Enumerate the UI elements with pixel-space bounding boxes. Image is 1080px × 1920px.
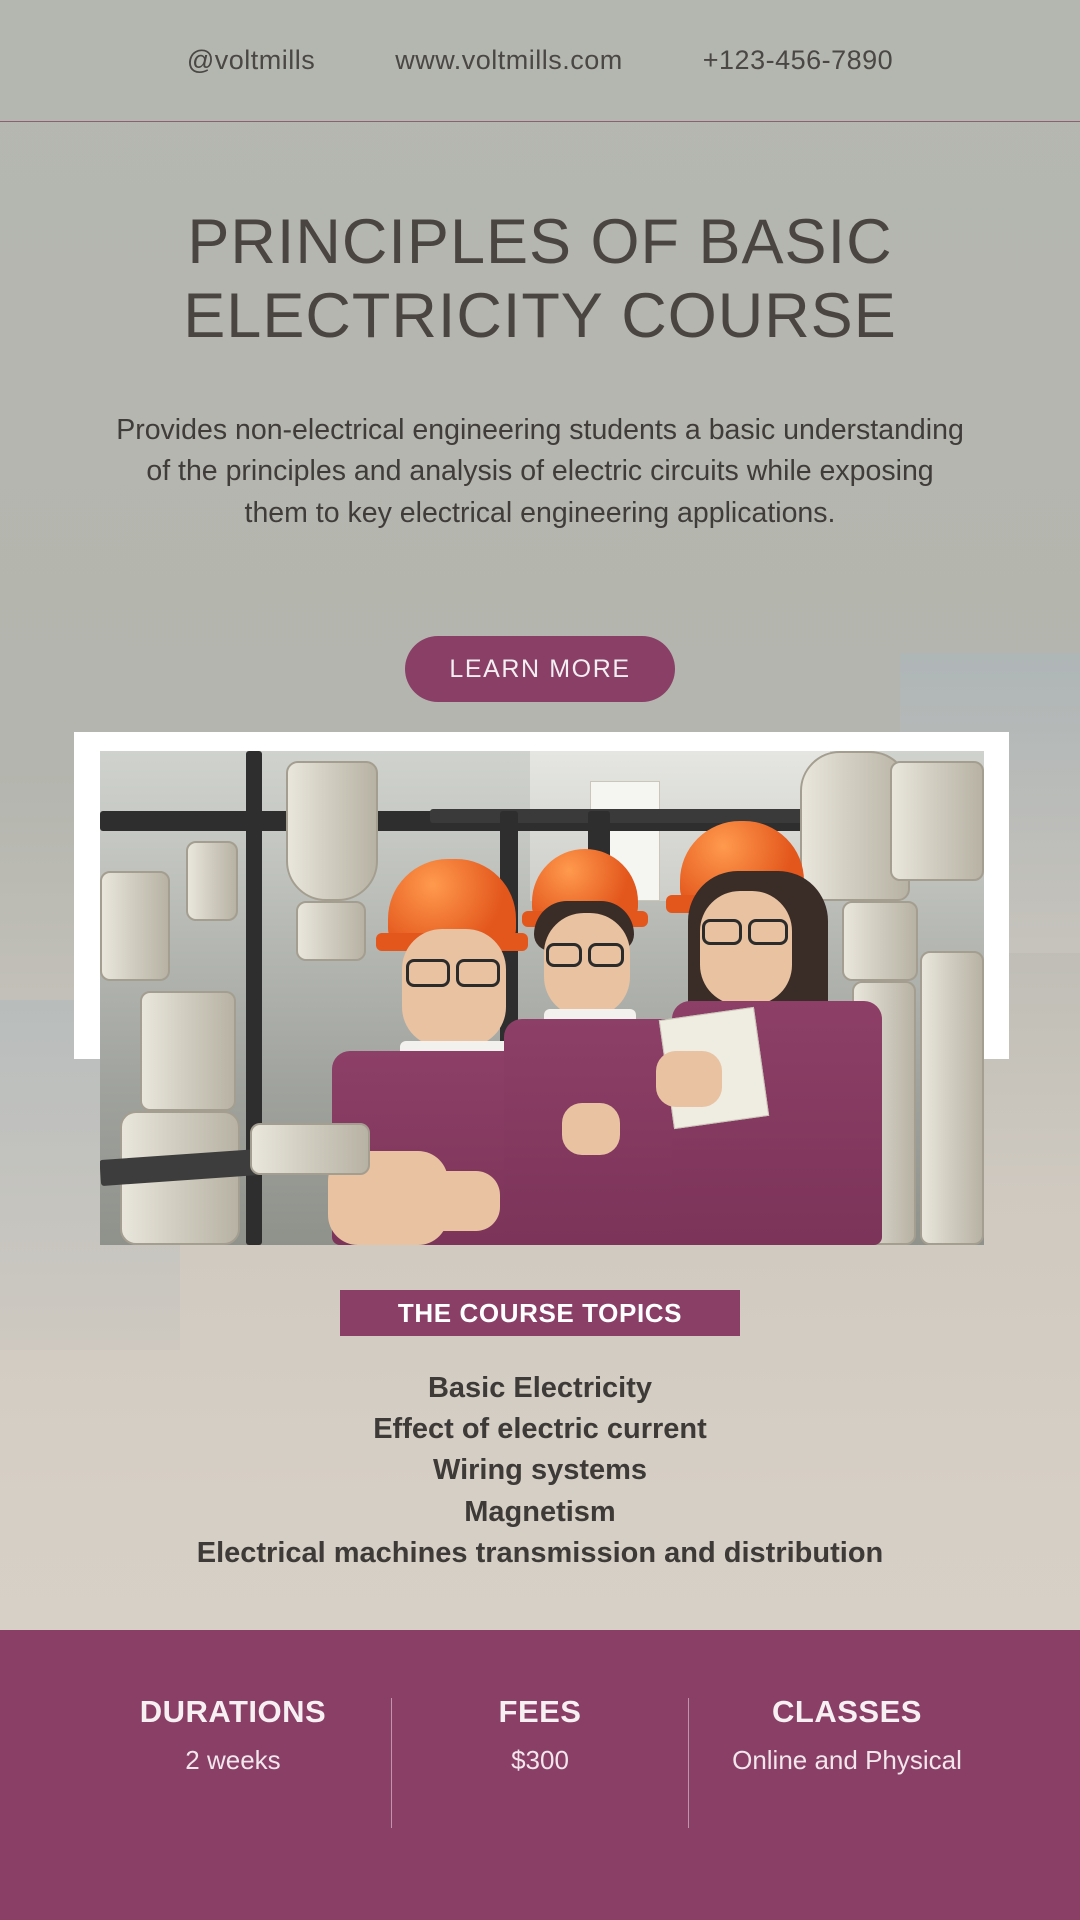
social-handle: @voltmills: [186, 45, 316, 75]
footer-column-durations: [103, 1694, 363, 1778]
footer-value: $300: [511, 1745, 569, 1775]
list-item: Wiring systems: [432, 1454, 648, 1487]
details-footer: [0, 1630, 1080, 1920]
footer-title: CLASSES: [772, 1694, 922, 1729]
contact-bar: [0, 0, 1080, 122]
website-url[interactable]: www.voltmills.com: [395, 45, 623, 75]
footer-title: FEES: [498, 1694, 582, 1729]
footer-divider: [688, 1698, 689, 1828]
footer-title: DURATIONS: [139, 1694, 327, 1729]
course-description: Provides non-electrical engineering students a basic understanding of the principles and analysis of electric circuits while exposing them to key electrical engineering applications.: [116, 414, 964, 529]
footer-column-fees: [420, 1694, 660, 1778]
list-item: Effect of electric current: [373, 1413, 707, 1446]
page-title: PRINCIPLES OF BASIC ELECTRICITY COURSE: [183, 207, 897, 352]
list-item: Basic Electricity: [427, 1372, 653, 1404]
topics-badge: THE COURSE TOPICS: [340, 1290, 740, 1336]
list-item: Magnetism: [464, 1495, 616, 1528]
footer-divider: [391, 1698, 392, 1828]
learn-more-button[interactable]: LEARN MORE: [405, 636, 675, 702]
list-item: Electrical machines transmission and distribution: [196, 1536, 884, 1569]
topics-list: [0, 1368, 1080, 1574]
phone-number: +123-456-7890: [702, 45, 894, 75]
footer-column-classes: [717, 1694, 977, 1778]
lab-photo: [100, 751, 984, 1245]
footer-value: 2 weeks: [185, 1745, 281, 1775]
footer-value: Online and Physical: [732, 1745, 962, 1775]
